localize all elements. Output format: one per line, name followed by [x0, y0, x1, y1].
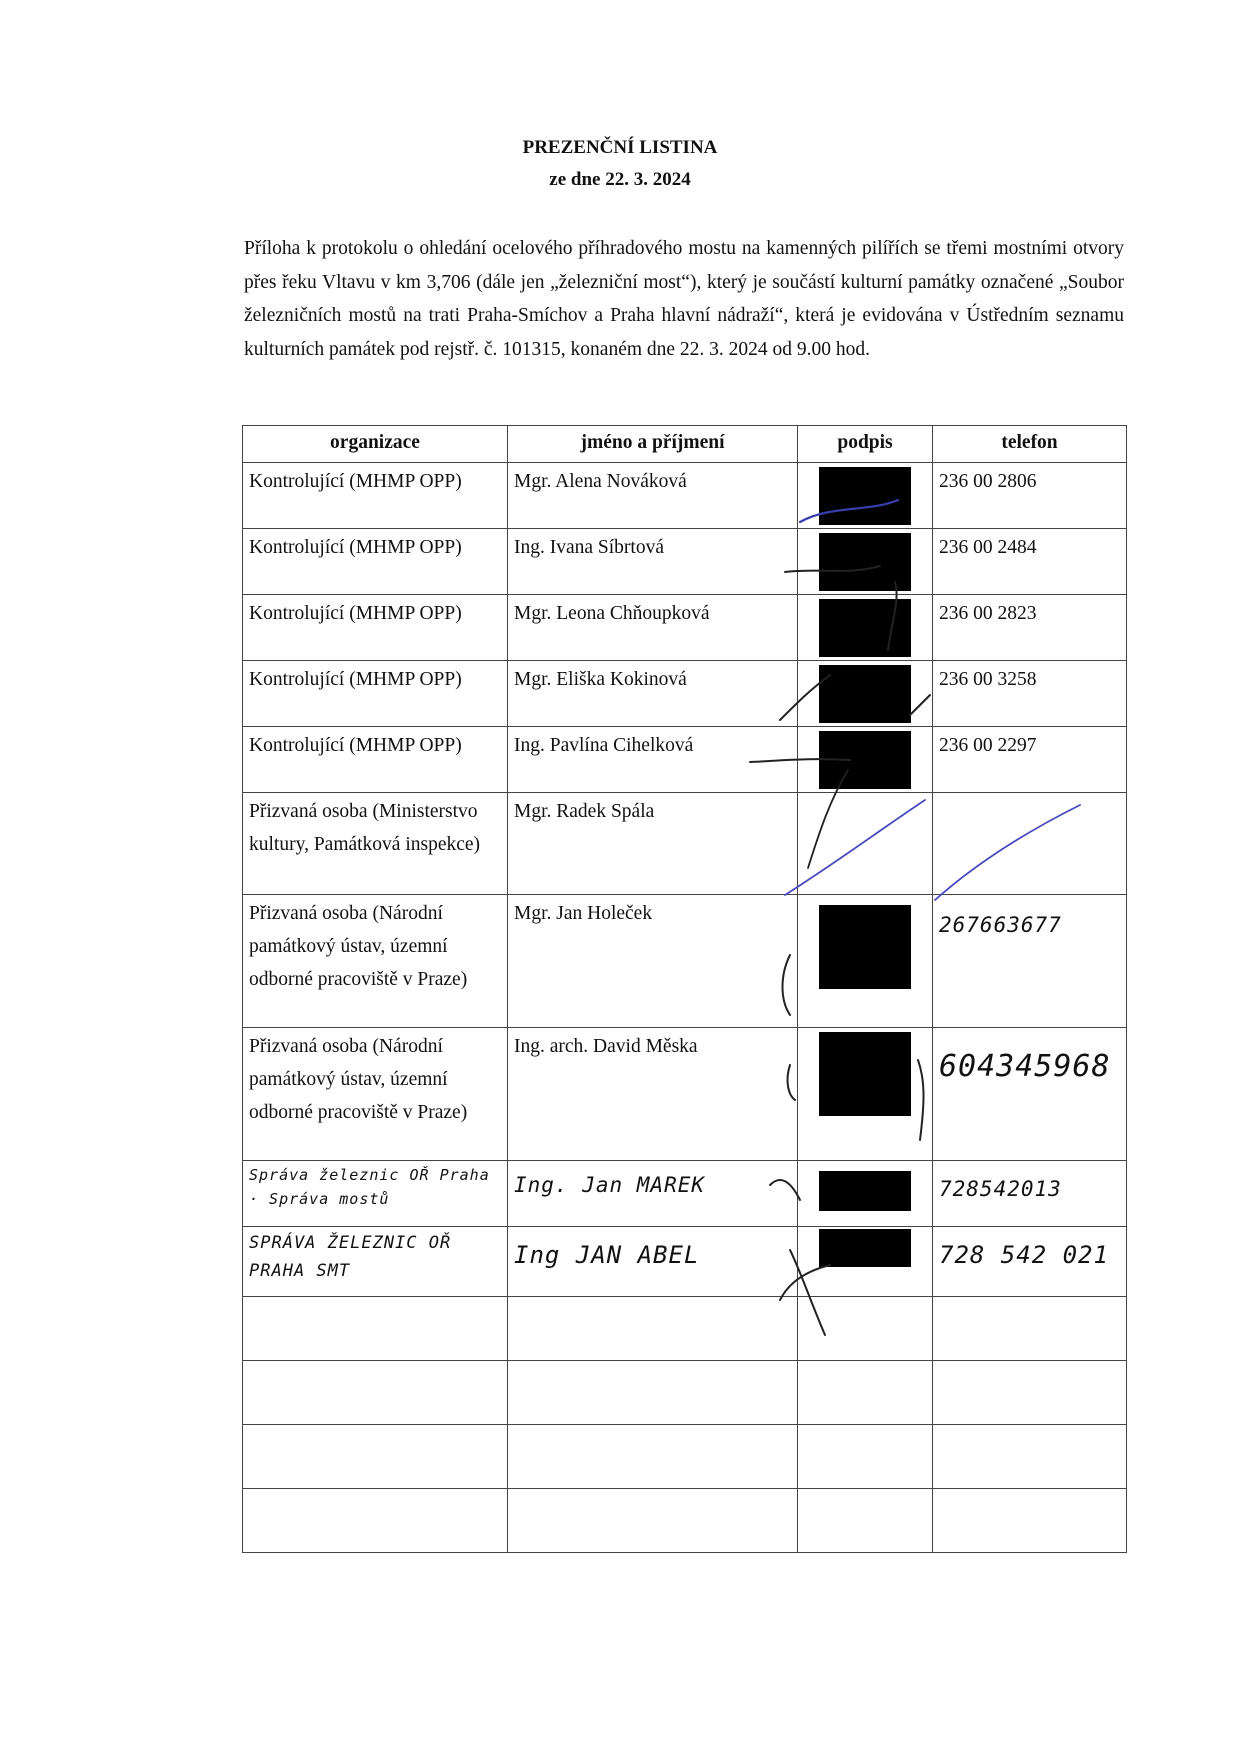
org-cell [243, 1297, 508, 1361]
phone-cell: 728 542 021 [933, 1227, 1127, 1297]
phone-cell: 236 00 2806 [933, 463, 1127, 529]
phone-cell: 728542013 [933, 1161, 1127, 1227]
redacted-signature [819, 905, 911, 989]
signature-cell [798, 727, 933, 793]
phone-cell [933, 1425, 1127, 1489]
org-cell: Přizvaná osoba (Ministerstvo kultury, Památková inspekce) [243, 793, 508, 895]
table-row [243, 1161, 1127, 1227]
table-row-empty [243, 1425, 1127, 1489]
phone-cell [933, 1361, 1127, 1425]
redacted-signature [819, 731, 911, 789]
name-cell: Ing JAN ABEL [508, 1227, 798, 1297]
org-cell: Kontrolující (MHMP OPP) [243, 529, 508, 595]
title-line: PREZENČNÍ LISTINA [522, 137, 718, 158]
attendance-table [242, 425, 1127, 1553]
name-cell: Ing. Jan MAREK [508, 1161, 798, 1227]
table-row [243, 895, 1127, 1028]
document-title [0, 132, 1240, 196]
phone-cell: 236 00 2297 [933, 727, 1127, 793]
org-cell: Kontrolující (MHMP OPP) [243, 661, 508, 727]
table-row-empty [243, 1297, 1127, 1361]
redacted-signature [819, 467, 911, 525]
table-header-row [243, 426, 1127, 463]
org-cell: Kontrolující (MHMP OPP) [243, 595, 508, 661]
name-cell [508, 1425, 798, 1489]
name-cell: Mgr. Alena Nováková [508, 463, 798, 529]
table-row [243, 529, 1127, 595]
org-cell: Správa železnic OŘ Praha · Správa mostů [243, 1161, 508, 1227]
intro-paragraph: Příloha k protokolu o ohledání ocelového příhradového mostu na kamenných pilířích se třemi mostními otvory přes řeku Vltavu v km 3,706 (dále jen „železniční most“), který je součástí kulturní památky označené „Soubor železničních mostů na trati Praha-Smíchov a Praha hlavní nádraží“, která je evidována v Ústředním seznamu kulturních památek pod rejstř. č. 101315, konaném dne 22. 3. 2024 od 9.00 hod. [244, 238, 1124, 360]
org-cell: Kontrolující (MHMP OPP) [243, 463, 508, 529]
signature-cell [798, 661, 933, 727]
redacted-signature [819, 665, 911, 723]
phone-cell: 236 00 2823 [933, 595, 1127, 661]
attendance-sheet [242, 425, 1127, 1553]
date-line: ze dne 22. 3. 2024 [549, 169, 691, 190]
org-cell: Přizvaná osoba (Národní památkový ústav, územní odborné pracoviště v Praze) [243, 1028, 508, 1161]
signature-cell [798, 1297, 933, 1361]
redacted-signature [819, 1229, 911, 1267]
org-cell: Kontrolující (MHMP OPP) [243, 727, 508, 793]
name-cell: Mgr. Leona Chňoupková [508, 595, 798, 661]
signature-cell [798, 895, 933, 1028]
signature-cell [798, 1489, 933, 1553]
signature-cell [798, 595, 933, 661]
table-row [243, 793, 1127, 895]
signature-cell [798, 1361, 933, 1425]
table-row-empty [243, 1489, 1127, 1553]
name-cell: Mgr. Eliška Kokinová [508, 661, 798, 727]
signature-cell [798, 529, 933, 595]
table-row-empty [243, 1361, 1127, 1425]
org-cell: SPRÁVA ŽELEZNIC OŘ PRAHA SMT [243, 1227, 508, 1297]
signature-cell [798, 463, 933, 529]
name-cell: Mgr. Radek Spála [508, 793, 798, 895]
signature-cell [798, 1161, 933, 1227]
header-organization: organizace [243, 426, 508, 463]
table-row [243, 595, 1127, 661]
table-row [243, 1028, 1127, 1161]
phone-cell: 236 00 3258 [933, 661, 1127, 727]
header-signature: podpis [798, 426, 933, 463]
org-cell [243, 1425, 508, 1489]
name-cell: Ing. Ivana Síbrtová [508, 529, 798, 595]
phone-cell [933, 793, 1127, 895]
name-cell [508, 1489, 798, 1553]
name-cell [508, 1297, 798, 1361]
signature-cell [798, 1028, 933, 1161]
name-cell: Ing. arch. David Měska [508, 1028, 798, 1161]
org-cell: Přizvaná osoba (Národní památkový ústav, územní odborné pracoviště v Praze) [243, 895, 508, 1028]
name-cell: Ing. Pavlína Cihelková [508, 727, 798, 793]
phone-cell [933, 1297, 1127, 1361]
redacted-signature [819, 533, 911, 591]
phone-cell: 604345968 [933, 1028, 1127, 1161]
name-cell [508, 1361, 798, 1425]
table-row [243, 1227, 1127, 1297]
org-cell [243, 1361, 508, 1425]
redacted-signature [819, 1032, 911, 1116]
table-row [243, 463, 1127, 529]
phone-cell: 267663677 [933, 895, 1127, 1028]
signature-cell [798, 1425, 933, 1489]
name-cell: Mgr. Jan Holeček [508, 895, 798, 1028]
redacted-signature [819, 1171, 911, 1211]
header-name: jméno a příjmení [508, 426, 798, 463]
phone-cell [933, 1489, 1127, 1553]
redacted-signature [819, 599, 911, 657]
header-phone: telefon [933, 426, 1127, 463]
phone-cell: 236 00 2484 [933, 529, 1127, 595]
org-cell [243, 1489, 508, 1553]
signature-cell [798, 1227, 933, 1297]
table-row [243, 661, 1127, 727]
table-row [243, 727, 1127, 793]
signature-cell [798, 793, 933, 895]
